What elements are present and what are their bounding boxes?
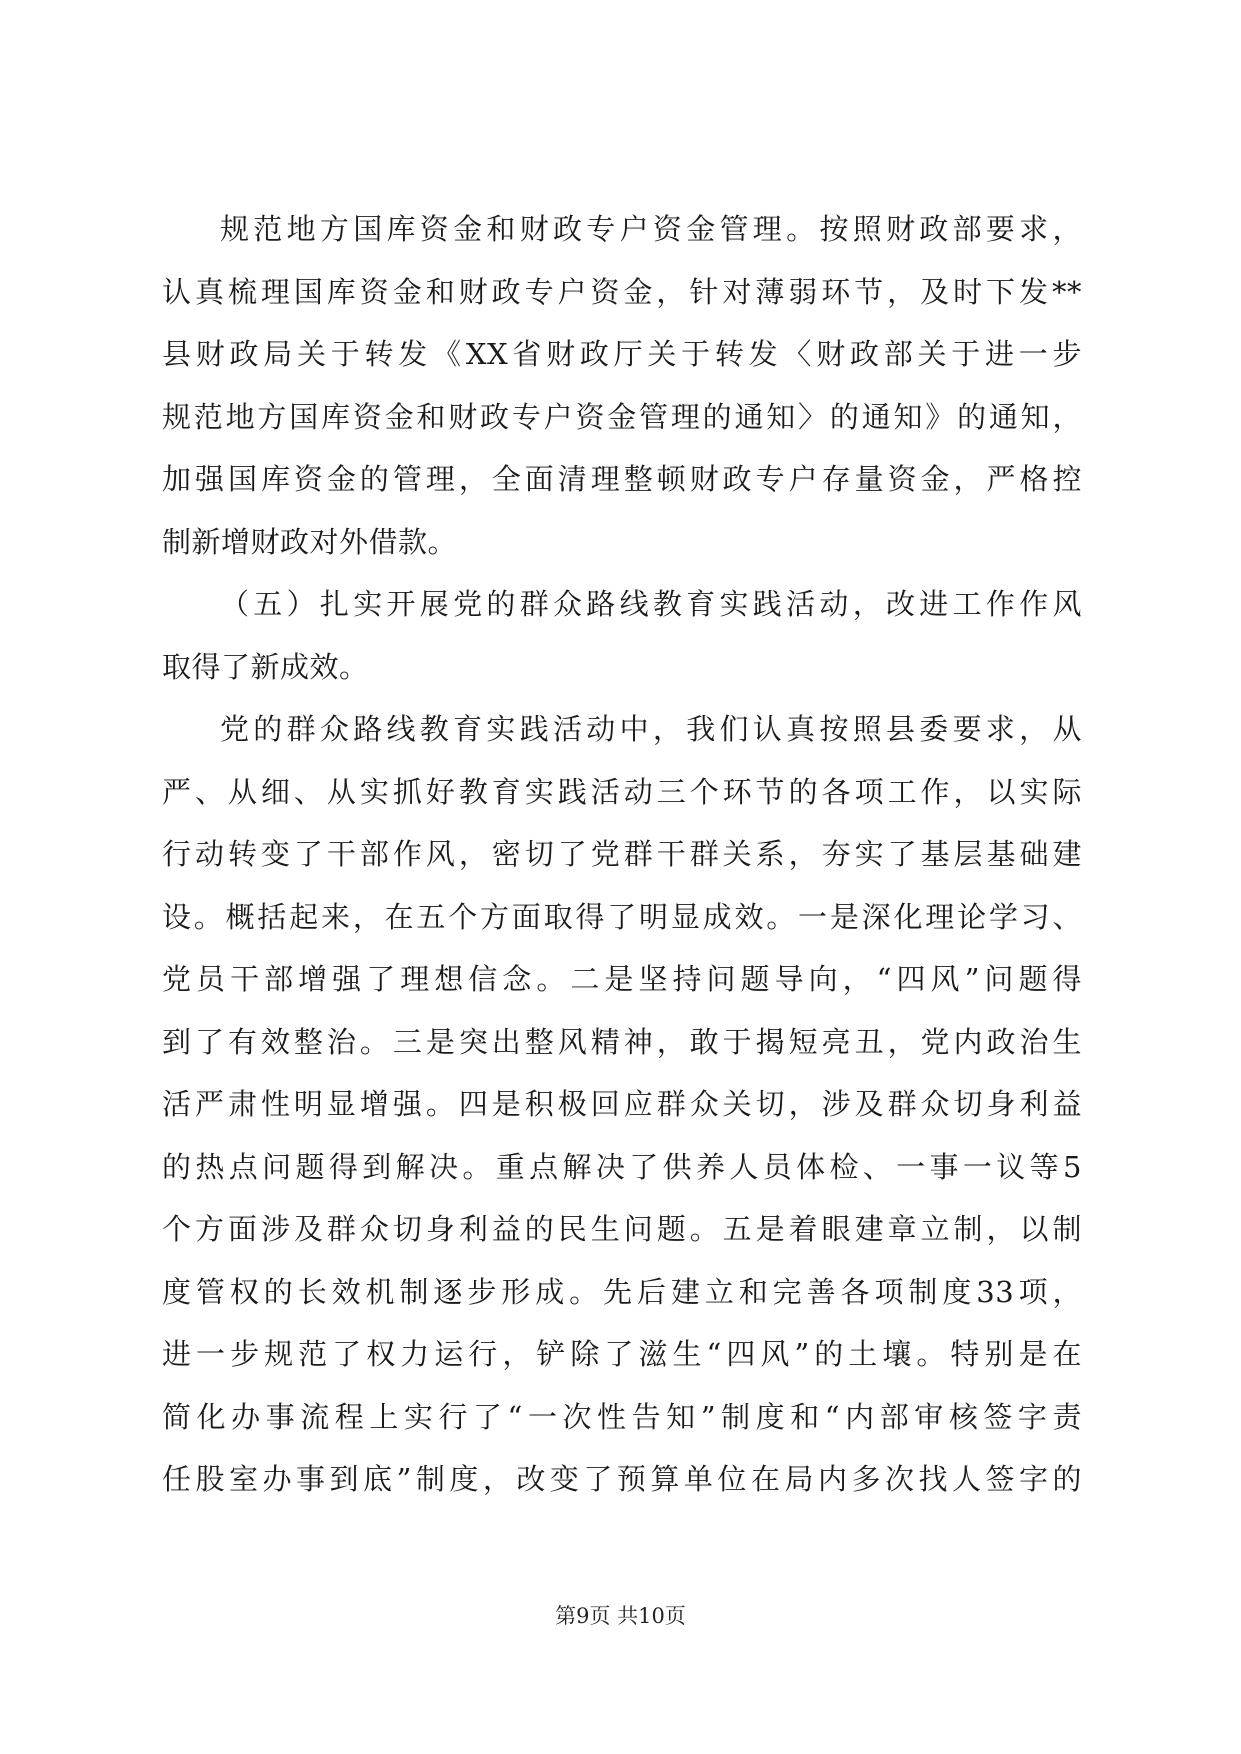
text-line: 到了有效整治。三是突出整风精神，敢于揭短亮丑，党内政治生 xyxy=(162,1024,1082,1059)
text-line: 简化办事流程上实行了“一次性告知”制度和“内部审核签字责 xyxy=(162,1399,1082,1434)
text-line: 个方面涉及群众切身利益的民生问题。五是着眼建章立制，以制 xyxy=(162,1212,1082,1246)
text-line: 的热点问题得到解决。重点解决了供养人员体检、一事一议等5 xyxy=(162,1149,1082,1184)
section-heading-line: 取得了新成效。 xyxy=(162,649,369,684)
text-line: 进一步规范了权力运行，铲除了滋生“四风”的土壤。特别是在 xyxy=(162,1337,1082,1371)
text-line: 行动转变了干部作风，密切了党群干群关系，夯实了基层基础建 xyxy=(162,837,1082,871)
text-line: 规范地方国库资金和财政专户资金管理的通知〉的通知》的通知， xyxy=(162,399,1082,434)
text-line: 设。概括起来，在五个方面取得了明显成效。一是深化理论学习、 xyxy=(162,899,1082,934)
text-line: 严、从细、从实抓好教育实践活动三个环节的各项工作，以实际 xyxy=(162,774,1082,809)
section-heading-line: （五）扎实开展党的群众路线教育实践活动，改进工作作风 xyxy=(220,587,1082,621)
text-line: 党员干部增强了理想信念。二是坚持问题导向，“四风”问题得 xyxy=(162,962,1082,996)
text-line: 认真梳理国库资金和财政专户资金，针对薄弱环节，及时下发** xyxy=(162,274,1082,309)
text-line: 制新增财政对外借款。 xyxy=(162,524,458,559)
text-line: 度管权的长效机制逐步形成。先后建立和完善各项制度33项， xyxy=(162,1274,1082,1309)
text-line: 任股室办事到底”制度，改变了预算单位在局内多次找人签字的 xyxy=(162,1462,1082,1496)
document-body xyxy=(162,198,1082,1511)
text-line: 加强国库资金的管理，全面清理整顿财政专户存量资金，严格控 xyxy=(162,462,1082,496)
text-line: 党的群众路线教育实践活动中，我们认真按照县委要求，从 xyxy=(220,712,1082,746)
text-line: 县财政局关于转发《XX省财政厅关于转发〈财政部关于进一步 xyxy=(162,337,1082,371)
page-number-footer: 第9页 共10页 xyxy=(555,1604,686,1628)
text-line: 规范地方国库资金和财政专户资金管理。按照财政部要求， xyxy=(220,212,1082,246)
text-line: 活严肃性明显增强。四是积极回应群众关切，涉及群众切身利益 xyxy=(162,1087,1082,1121)
